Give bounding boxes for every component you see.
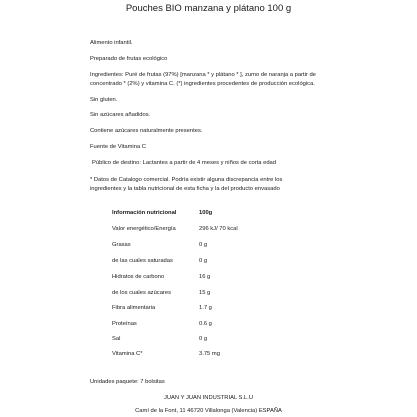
- nutrient-name: de los cuales azúcares: [112, 290, 171, 296]
- disclaimer-line-1: * Datos de Catalogo comercial. Podría existir alguna discrepancia entre los: [90, 177, 283, 183]
- nutrition-row: [112, 226, 312, 235]
- nutrient-value: 296 kJ/ 70 kcal: [199, 226, 238, 232]
- nutrition-row: [112, 258, 312, 267]
- sugar-text: Sin azúcares añadidos.: [90, 112, 151, 118]
- nutrition-row: [112, 321, 312, 330]
- company-address: Camí de la Font, 11 46720 Villalonga (Valencia) ESPAÑA: [135, 408, 282, 414]
- nutrient-name: Valor energético/Energía: [112, 226, 176, 232]
- nutrient-value: 3.75 mg: [199, 351, 220, 357]
- nutrition-header-value: 100g: [199, 210, 213, 216]
- preparation-text: Preparado de frutas ecológico: [90, 56, 168, 62]
- nutrition-row: [112, 242, 312, 251]
- nutrient-value: 0 g: [199, 336, 208, 342]
- natural-sugars-text: Contiene azúcares naturalmente presentes.: [90, 128, 203, 134]
- nutrient-name: Fibra alimentaria: [112, 305, 156, 311]
- company-name: JUAN Y JUAN INDUSTRIAL S.L.U: [163, 395, 254, 401]
- nutrient-value: 0 g: [199, 242, 208, 248]
- nutrition-row: [112, 274, 312, 283]
- nutrient-name: Hidratos de carbono: [112, 274, 165, 280]
- nutrient-value: 0.6 g: [199, 321, 212, 327]
- nutrition-row: [112, 290, 312, 299]
- nutrient-name: Sal: [112, 336, 121, 342]
- page-title: Pouches BIO manzana y plátano 100 g: [125, 3, 292, 14]
- nutrient-value: 1.7 g: [199, 305, 212, 311]
- nutrition-header-name: Información nutricional: [112, 210, 177, 216]
- ingredients-line-2: concentrado * (2%) y vitamina C. (*) ingredientes procedentes de producción ecológica.: [90, 80, 315, 87]
- vitamin-source-text: Fuente de Vitamina C: [90, 144, 146, 150]
- nutrient-value: 0 g: [199, 258, 208, 264]
- category-text: Alimento infantil.: [90, 40, 133, 46]
- nutrient-name: de las cuales saturadas: [112, 258, 173, 264]
- nutrition-row: [112, 351, 312, 360]
- nutrition-row: [112, 336, 312, 345]
- nutrient-name: Proteínas: [112, 321, 137, 327]
- nutrition-header: [112, 210, 312, 219]
- ingredients-line-1: Ingredientes: Puré de frutas (97%) [manzana * y plátano * ], zumo de naranja a partir de: [90, 72, 316, 78]
- gluten-text: Sin gluten.: [90, 97, 118, 103]
- nutrient-name: Grasas: [112, 242, 131, 248]
- disclaimer-line-2: ingredientes y la tabla nutricional de esta ficha y la del producto envasado: [90, 185, 280, 192]
- nutrient-value: 15 g: [199, 290, 211, 296]
- nutrition-row: [112, 305, 312, 314]
- audience-text: Público de destino: Lactantes a partir de 4 meses y niños de corta edad: [92, 160, 277, 166]
- package-units-text: Unidades paquete: 7 bolsitas: [90, 379, 165, 385]
- nutrient-name: Vitamina C*: [112, 351, 143, 357]
- nutrient-value: 16 g: [199, 274, 211, 280]
